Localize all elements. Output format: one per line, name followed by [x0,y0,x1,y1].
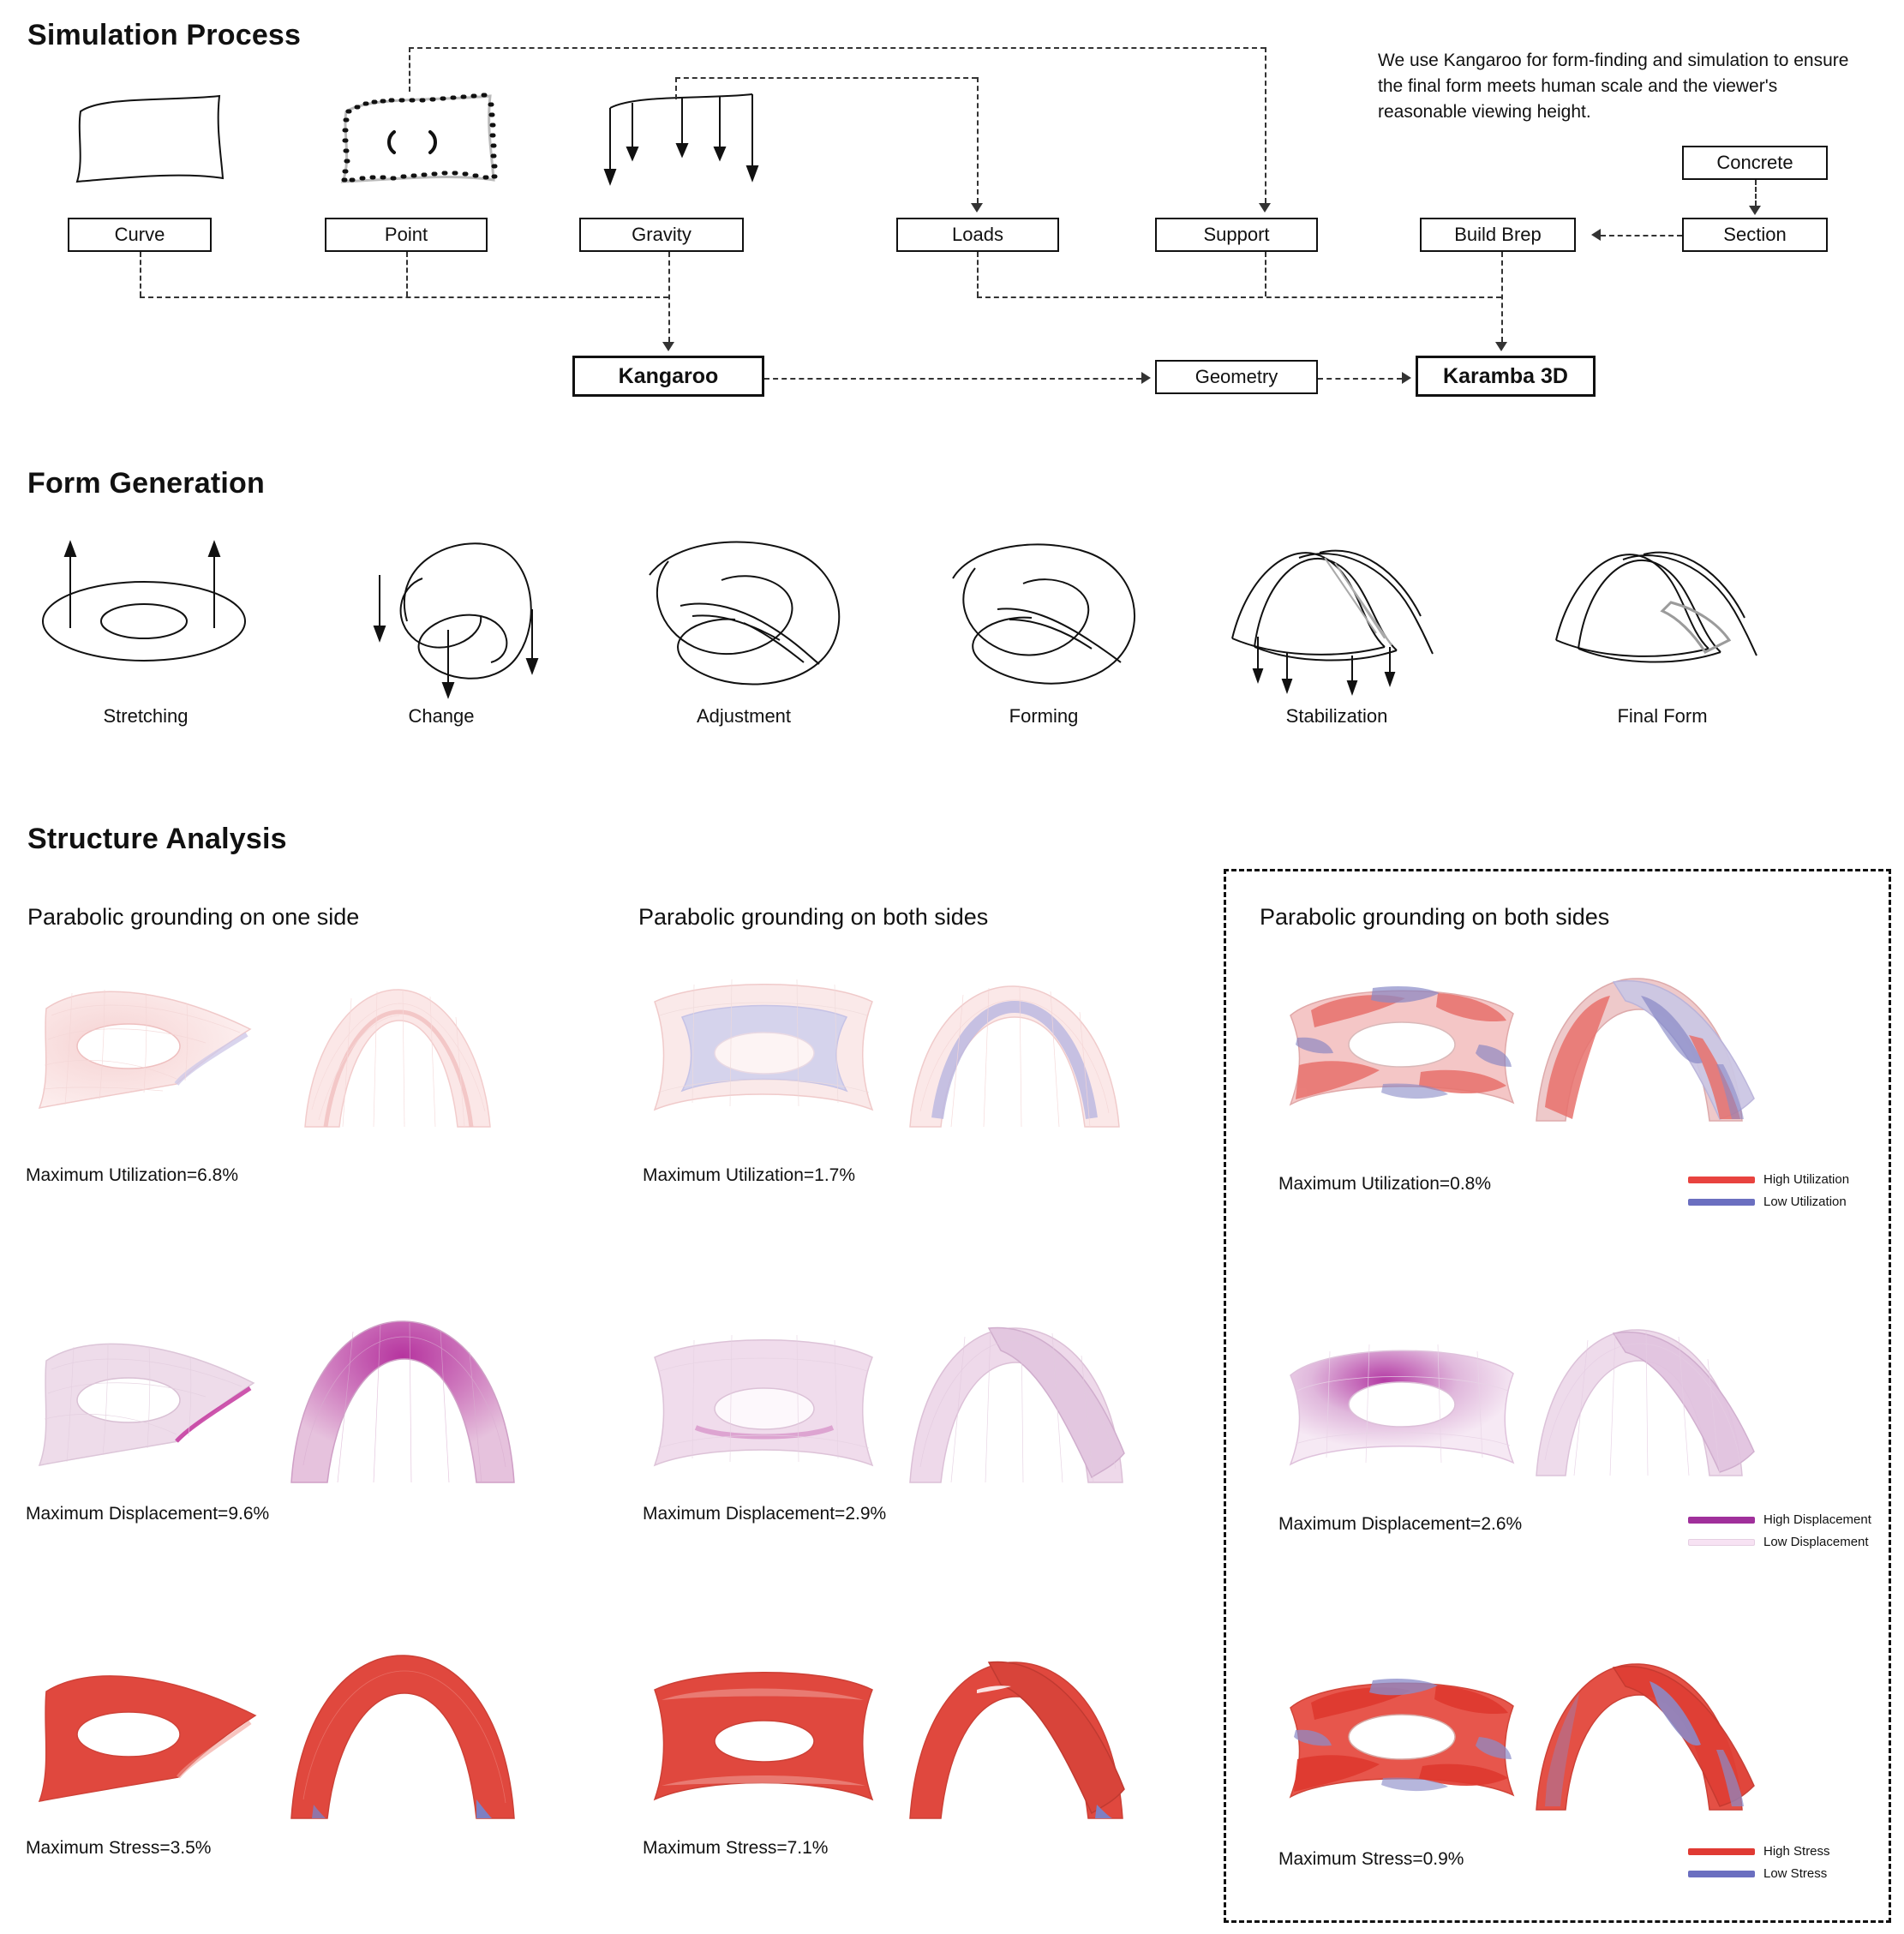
arrow-brep-in [1591,229,1601,241]
sketch-stabilization [1208,527,1465,698]
node-concrete[interactable]: Concrete [1682,146,1828,180]
analysis-elev-displacement-col2 [891,1302,1148,1491]
legend-row [1688,1512,1871,1527]
legend-label: High Utilization [1763,1172,1850,1187]
wire-point-up [409,47,410,92]
legend-swatch-high-stress [1688,1848,1755,1855]
caption-stress-col1: Maximum Stress=3.5% [26,1838,212,1858]
form-step-label: Stretching [103,705,189,727]
legend-row [1688,1195,1849,1209]
node-point[interactable]: Point [325,218,488,252]
legend-label: High Displacement [1763,1512,1871,1527]
caption-utilization-col2: Maximum Utilization=1.7% [643,1165,856,1185]
legend-swatch-low-displacement [1688,1539,1755,1546]
analysis-plan-stress-col2 [643,1654,891,1825]
caption-utilization-col3: Maximum Utilization=0.8% [1278,1174,1492,1194]
form-step-stabilization [1208,527,1465,727]
sketch-forming [915,527,1172,698]
legend-displacement [1688,1512,1871,1557]
wire-support-down [1265,252,1266,296]
node-section[interactable]: Section [1682,218,1828,252]
analysis-elev-stress-col2 [891,1637,1148,1825]
caption-displacement-col2: Maximum Displacement=2.9% [643,1504,887,1524]
form-step-forming [915,527,1172,727]
analysis-plan-displacement-col3 [1277,1324,1525,1482]
analysis-plan-stress-col3 [1277,1658,1525,1817]
form-step-adjustment [615,527,872,727]
arrow-karamba-geometry-in [1402,372,1411,384]
legend-swatch-high-utilization [1688,1177,1755,1183]
arrow-loads-in [971,203,983,213]
section-title-structure-analysis: Structure Analysis [27,823,287,855]
arrow-karamba-in [1495,342,1507,351]
wire-point-down [406,252,408,296]
node-curve[interactable]: Curve [68,218,212,252]
wire-loads-down [977,252,979,296]
analysis-plan-utilization-col2 [643,964,891,1135]
wire-rail-top [409,47,1266,49]
legend-swatch-low-utilization [1688,1199,1755,1206]
node-geometry[interactable]: Geometry [1155,360,1318,394]
simulation-note: We use Kangaroo for form-finding and simulation to ensure the final form meets human scale and the viewer's reasonable viewing height. [1378,51,1849,122]
sketch-final-form [1534,527,1791,698]
column-heading-2: Parabolic grounding on both sides [638,904,989,930]
legend-label: Low Utilization [1763,1195,1847,1209]
caption-displacement-col1: Maximum Displacement=9.6% [26,1504,270,1524]
caption-stress-col2: Maximum Stress=7.1% [643,1838,829,1858]
legend-label: Low Displacement [1763,1535,1869,1549]
analysis-plan-stress-col1 [26,1654,274,1825]
wire-to-support [1265,47,1266,203]
analysis-plan-displacement-col1 [26,1320,274,1491]
analysis-elev-stress-col1 [274,1637,531,1825]
form-step-label: Stabilization [1285,705,1388,727]
analysis-plan-displacement-col2 [643,1320,891,1491]
column-heading-3: Parabolic grounding on both sides [1260,904,1610,930]
legend-row [1688,1535,1871,1549]
wire-geometry-karamba [1318,378,1402,380]
arrow-geometry-in [1141,372,1151,384]
simulation-process-section [0,0,1904,428]
form-step-label: Forming [1009,705,1079,727]
sketch-gravity-arrows [600,89,763,201]
wire-to-loads [977,77,979,203]
form-generation-section [0,467,1904,775]
wire-concrete-to-section [1755,180,1757,206]
analysis-plan-utilization-col1 [26,964,274,1135]
wire-loads-rail [977,296,1501,298]
wire-brep-down [1501,252,1503,342]
legend-swatch-high-displacement [1688,1517,1755,1524]
legend-stress [1688,1844,1830,1889]
legend-row [1688,1866,1830,1881]
form-step-label: Final Form [1617,705,1708,727]
wire-curve-down [140,252,141,296]
analysis-elev-displacement-col3 [1521,1309,1778,1481]
wire-section-to-brep [1601,235,1682,237]
legend-utilization [1688,1172,1849,1217]
column-heading-1: Parabolic grounding on one side [27,904,360,930]
analysis-elev-displacement-col1 [274,1302,531,1491]
node-support[interactable]: Support [1155,218,1318,252]
sketch-stretching [17,527,274,698]
wire-rail-mid [675,77,977,79]
legend-label: Low Stress [1763,1866,1828,1881]
sketch-point-mesh [334,91,506,187]
caption-utilization-col1: Maximum Utilization=6.8% [26,1165,239,1185]
analysis-plan-utilization-col3 [1277,964,1525,1123]
analysis-elev-utilization-col3 [1521,961,1778,1124]
legend-row [1688,1844,1830,1859]
form-step-change [313,527,570,727]
arrow-section-in [1749,206,1761,215]
caption-stress-col3: Maximum Stress=0.9% [1278,1849,1464,1869]
sketch-change [313,527,570,698]
form-step-final-form [1534,527,1791,727]
wire-gravity-down [668,252,670,342]
node-karamba[interactable]: Karamba 3D [1416,356,1596,397]
legend-label: High Stress [1763,1844,1830,1859]
analysis-elev-stress-col3 [1521,1644,1778,1815]
node-loads[interactable]: Loads [896,218,1059,252]
analysis-elev-utilization-col1 [274,964,523,1135]
analysis-elev-utilization-col2 [891,964,1140,1135]
caption-displacement-col3: Maximum Displacement=2.6% [1278,1514,1523,1534]
form-step-stretching [17,527,274,727]
wire-gravity-up [675,77,677,99]
section-title-simulation: Simulation Process [27,19,302,51]
wire-kangaroo-geometry [764,378,1141,380]
node-kangaroo[interactable]: Kangaroo [572,356,764,397]
arrow-support-in [1259,203,1271,213]
sketch-adjustment [615,527,872,698]
sketch-curve-surface [69,93,231,187]
section-title-form-generation: Form Generation [27,467,265,500]
legend-row [1688,1172,1849,1187]
arrow-kangaroo-in [662,342,674,351]
form-step-label: Change [408,705,475,727]
form-step-label: Adjustment [696,705,792,727]
legend-swatch-low-stress [1688,1871,1755,1877]
wire-curve-rail [140,296,668,298]
node-build-brep[interactable]: Build Brep [1420,218,1576,252]
node-gravity[interactable]: Gravity [579,218,744,252]
